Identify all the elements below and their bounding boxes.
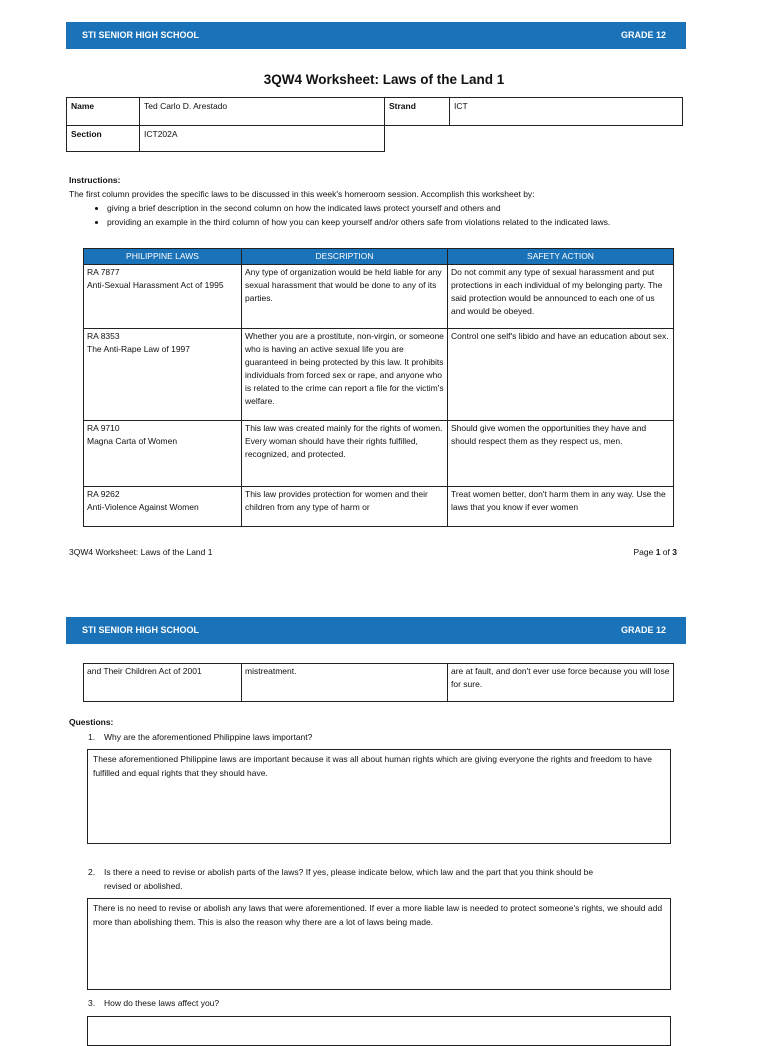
column-header-laws: PHILIPPINE LAWS [84, 249, 242, 265]
section-label: Section [67, 126, 140, 152]
safety-action-cell: Should give women the opportunities they have and should respect them as they respect us, men. [448, 421, 674, 487]
laws-table [83, 248, 674, 527]
table-row [84, 421, 674, 487]
section-value: ICT202A [140, 126, 385, 152]
grade-level: GRADE 12 [620, 625, 666, 635]
safety-action-cell: Treat women better, don't harm them in any way. Use the laws that you know if ever women [448, 487, 674, 527]
page-header [66, 22, 686, 49]
answer-box-1[interactable] [87, 749, 671, 844]
instructions-intro: The first column provides the specific laws to be discussed in this week's homeroom session. Accomplish this worksheet by: [69, 189, 535, 199]
law-cell: and Their Children Act of 2001 [84, 664, 242, 702]
law-number: RA 8353 [87, 331, 120, 341]
law-number: RA 9262 [87, 489, 120, 499]
law-title: The Anti-Rape Law of 1997 [87, 344, 191, 354]
question-1: 1. Why are the aforementioned Philippine laws important? [88, 732, 313, 742]
instructions [69, 173, 759, 229]
list-item: • providing an example in the third column of how you can keep yourself and/or others safe from violations related to the indicated laws. [107, 215, 759, 229]
list-item: • giving a brief description in the second column on how the indicated laws protect yourself and others and [107, 201, 759, 215]
description-cell: Whether you are a prostitute, non-virgin, or someone who is having an active sexual life you are guaranteed in being protected by this law. It prohibits individuals from forced sex or rape, and anyone who is related to the crime can report a file for the victim's welfare. [242, 329, 448, 421]
school-name: STI SENIOR HIGH SCHOOL [82, 30, 200, 40]
page-footer [69, 547, 677, 557]
description-cell: Any type of organization would be held liable for any sexual harassment that would be done to any of its parties. [242, 265, 448, 329]
name-value: Ted Carlo D. Arestado [140, 98, 385, 126]
table-row [84, 329, 674, 421]
column-header-description: DESCRIPTION [242, 249, 448, 265]
grade-level: GRADE 12 [620, 30, 666, 40]
description-cell: This law was created mainly for the rights of women. Every woman should have their rights fulfilled, recognized, and protected. [242, 421, 448, 487]
law-cell [84, 329, 242, 421]
table-row [84, 664, 674, 702]
answer-box-2[interactable] [87, 898, 671, 990]
law-number: RA 9710 [87, 423, 120, 433]
school-name: STI SENIOR HIGH SCHOOL [82, 625, 200, 635]
table-row [84, 487, 674, 527]
questions-heading: Questions: [69, 717, 114, 727]
safety-action-cell: Control one self's libido and have an education about sex. [448, 329, 674, 421]
law-title: Magna Carta of Women [87, 436, 178, 446]
page-header [66, 617, 686, 644]
question-3: 3. How do these laws affect you? [88, 998, 220, 1008]
description-cell: mistreatment. [242, 664, 448, 702]
table-row [84, 265, 674, 329]
instructions-list [69, 201, 759, 229]
footer-title: 3QW4 Worksheet: Laws of the Land 1 [69, 547, 213, 557]
answer-box-3[interactable] [87, 1016, 671, 1046]
laws-table-continued [83, 663, 674, 702]
instructions-heading: Instructions: [69, 175, 121, 185]
question-2: 2. Is there a need to revise or abolish parts of the laws? If yes, please indicate below, which law and the part that you think should be revised or abolished. [88, 867, 594, 891]
law-title: Anti-Sexual Harassment Act of 1995 [87, 280, 224, 290]
document-title: 3QW4 Worksheet: Laws of the Land 1 [263, 72, 505, 87]
name-label: Name [67, 98, 140, 126]
law-cell [84, 487, 242, 527]
answer-text: There is no need to revise or abolish any laws that were aforementioned. If ever a more liable law is needed to protect someone's rights, we should add more than abolishing them. This is also the reason why there are a lot of laws being made. [93, 903, 663, 927]
safety-action-cell: Do not commit any type of sexual harassment and put protections in each individual of my belonging party. The said protection would be announced to each one of us and would be obeyed. [448, 265, 674, 329]
column-header-safety-action: SAFETY ACTION [448, 249, 674, 265]
safety-action-cell: are at fault, and don't ever use force because you will lose for sure. [448, 664, 674, 702]
description-cell: This law provides protection for women and their children from any type of harm or [242, 487, 448, 527]
strand-label: Strand [385, 98, 450, 126]
student-info-table [66, 97, 683, 152]
strand-value: ICT [450, 98, 683, 126]
law-title: Anti-Violence Against Women [87, 502, 199, 512]
law-cell [84, 421, 242, 487]
law-cell [84, 265, 242, 329]
law-number: RA 7877 [87, 267, 120, 277]
answer-text: These aforementioned Philippine laws are important because it was all about human rights which are giving everyone the rights and freedom to have fulfilled and equal rights that they should have. [93, 754, 652, 778]
page-number: Page 1 of 3 [633, 547, 677, 557]
